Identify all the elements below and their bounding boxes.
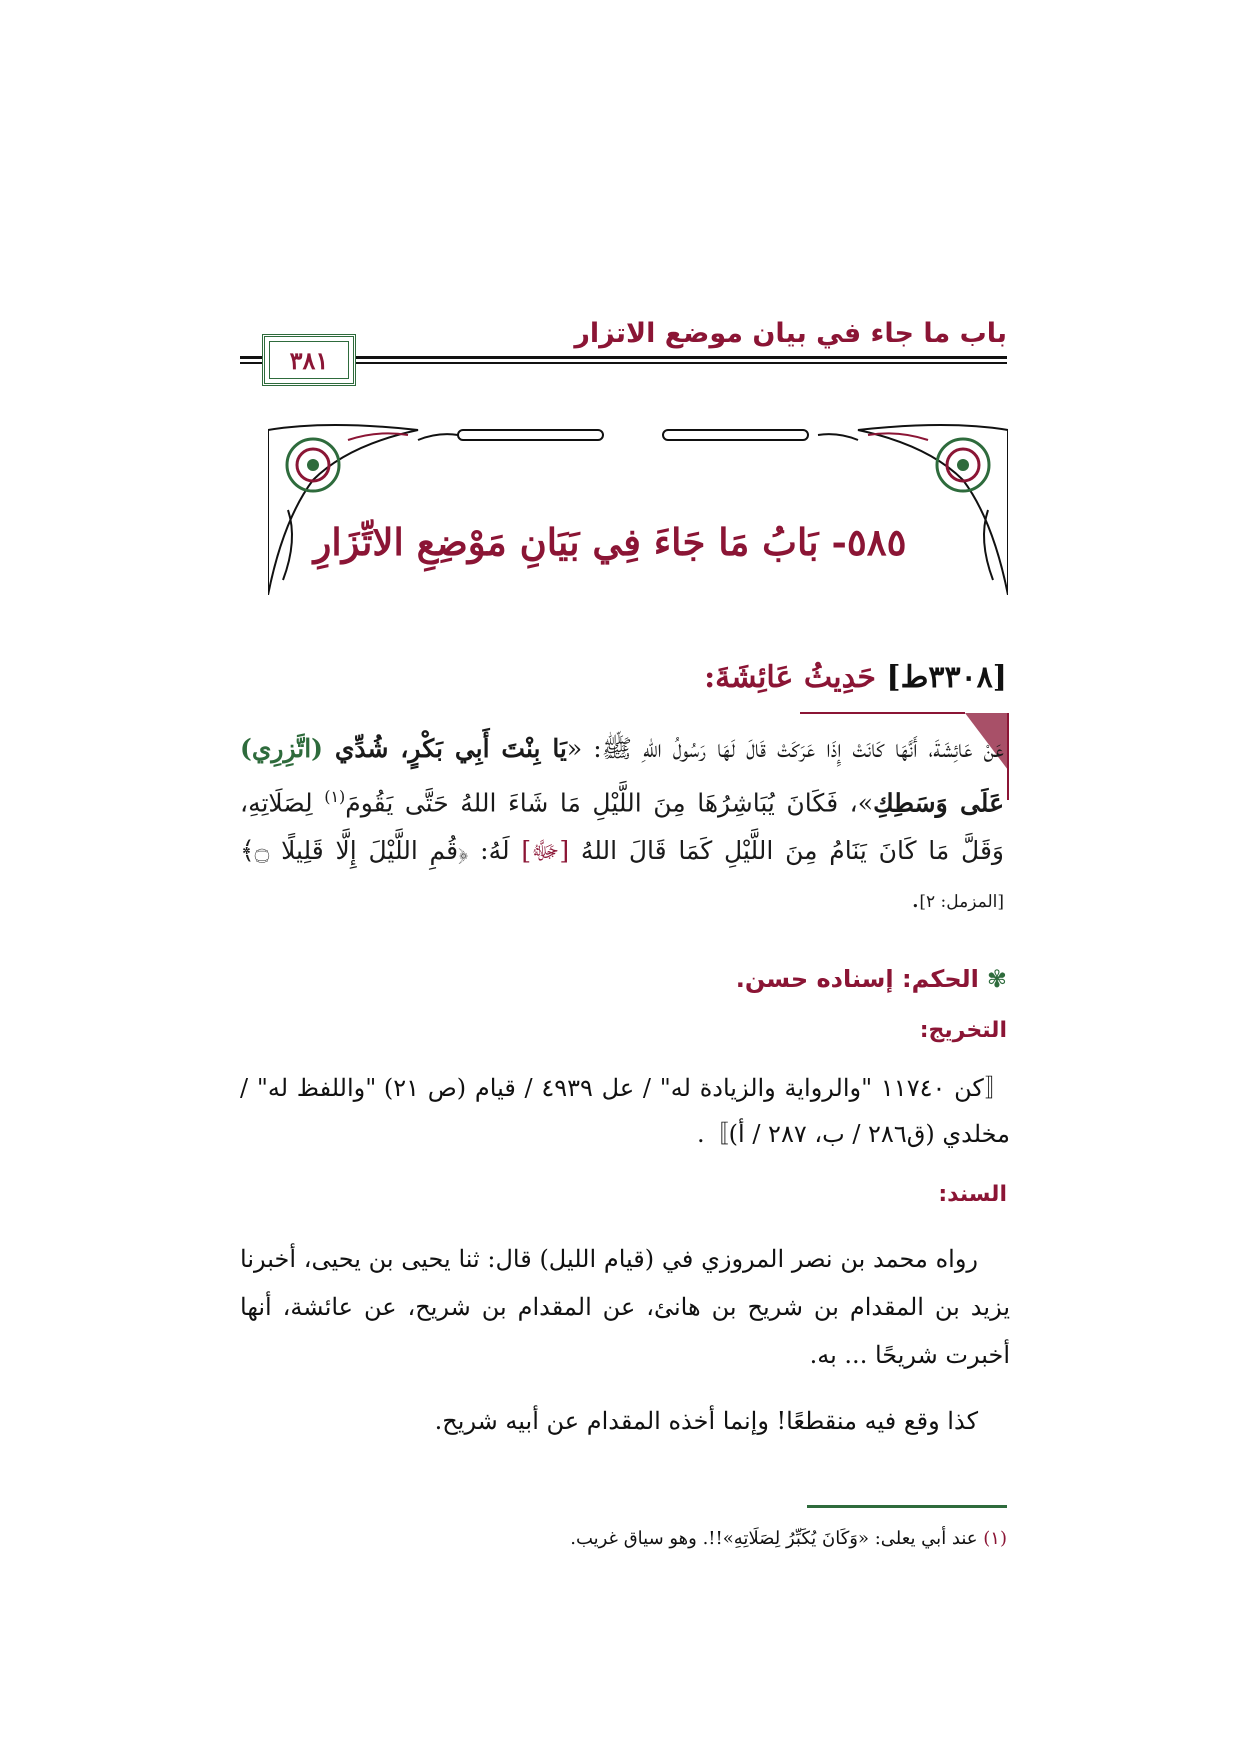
chapter-title: ٥٨٥- بَابُ مَا جَاءَ فِي بَيَانِ مَوْضِعِ الاتِّزَارِ [313, 520, 907, 564]
hadith-text-end: . [911, 884, 920, 914]
takhrij-text: 〚كن ١١٧٤٠ "والرواية والزيادة له" / عل ٤٩٣٩ / قيام (ص ٢١) "واللفظ له" / مخلدي (ق٢٨٦ / ب، ٢٨٧ / أ)〛. [240, 1074, 1011, 1148]
page-number-badge [262, 334, 356, 386]
hadith-text-part: عَنْ عَائِشَةَ، أَنَّهَا كَانَتْ إِذَا عَرَكَتْ قَالَ لَهَا رَسُولُ اللهِ ﷺ: « [566, 734, 1004, 763]
hadith-text-part: لِصَلَاتِهِ، وَقَلَّ مَا كَانَ يَنَامُ مِنَ اللَّيْلِ كَمَا قَالَ اللهُ [240, 788, 1004, 866]
ruling [307, 965, 1007, 993]
hadith-text-part: لَهُ: ﴿قُمِ اللَّيْلَ إِلَّا قَلِيلًا ۝﴾ [240, 836, 522, 866]
footnote [237, 1528, 1007, 1549]
footnote-rule [807, 1505, 1007, 1508]
sanad-paragraph: رواه محمد بن نصر المروزي في (قيام الليل) قال: ثنا يحيى بن يحيى، أخبرنا يزيد بن المقدام بن شريح بن هانئ، عن المقدام بن شريح، عن عائشة، أنها أخبرت شريحًا ... به. [240, 1245, 1010, 1369]
hadith-heading [307, 660, 1007, 695]
hadith-text-part: »، فَكَانَ يُبَاشِرُهَا مِنَ اللَّيْلِ مَا شَاءَ اللهُ حَتَّى يَقُومَ [345, 788, 874, 818]
left-corner-ornament [268, 425, 418, 595]
sanad-label: السند: [938, 1182, 1007, 1207]
hadith-text-variant: (اتَّزِرِي) [240, 734, 323, 763]
right-corner-ornament [858, 425, 1008, 595]
flower-icon: ✾ [986, 965, 1007, 993]
hadith-reference: [٣٣٠٨ط] [886, 660, 1007, 695]
hadith-narrator-heading: حَدِيثُ عَائِشَةَ: [704, 660, 876, 695]
quran-reference: [المزمل: ٢] [919, 892, 1004, 913]
hadith-text-bold: يَا بِنْتَ أَبِي بَكْرٍ، شُدِّي [323, 734, 567, 763]
page-number: ٣٨١ [289, 345, 329, 375]
hadith-text [240, 725, 1004, 926]
chapter-ornament-frame [268, 420, 1008, 595]
footnote-number: (١) [983, 1528, 1007, 1549]
running-title: باب ما جاء في بيان موضع الاتزار [574, 318, 1007, 349]
takhrij-label: التخريج: [919, 1018, 1007, 1043]
praise-bracket: [ﷻ] [521, 836, 570, 866]
hadith-text-bold: عَلَى وَسَطِكِ [873, 788, 1004, 818]
sanad-comment: كذا وقع فيه منقطعًا! وإنما أخذه المقدام عن أبيه شريح. [434, 1407, 978, 1435]
sanad-text [240, 1235, 1010, 1445]
footnote-text: عند أبي يعلى: «وَكَانَ يُكَبِّرُ لِصَلَاتِهِ»!!. وهو سياق غريب. [570, 1528, 984, 1549]
ruling-label: الحكم: إسناده حسن. [735, 965, 979, 993]
footnote-marker[interactable]: (١) [324, 787, 346, 806]
